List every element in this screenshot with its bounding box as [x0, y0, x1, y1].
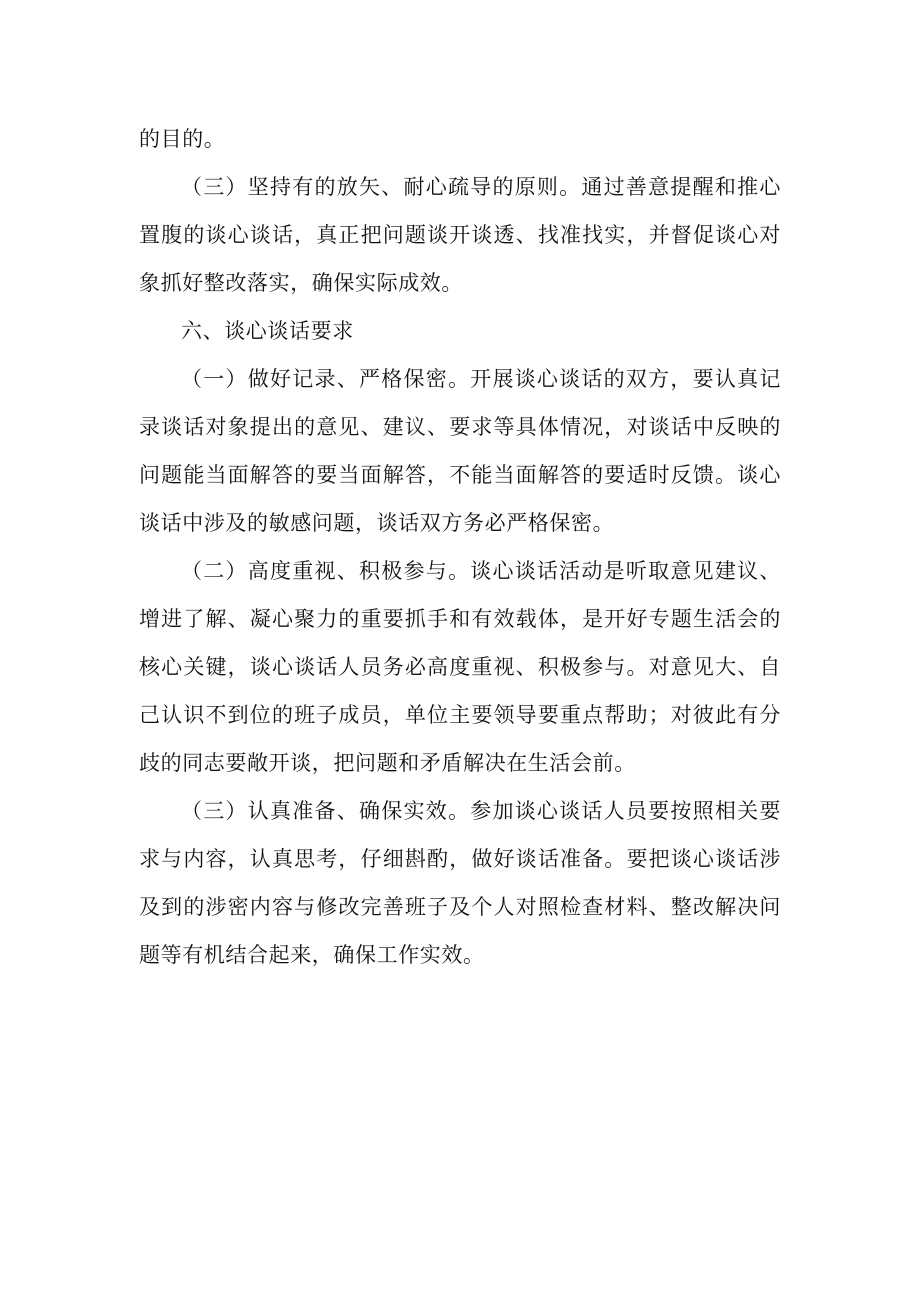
paragraph-requirement-three: （三）认真准备、确保实效。参加谈心谈话人员要按照相关要求与内容，认真思考，仔细斟酌，做好谈话准备。要把谈心谈话涉及到的涉密内容与修改完善班子及个人对照检查材料、整改解决问题等有机结合起来，确保工作实效。	[139, 799, 781, 967]
section-heading-six: 六、谈心谈话要求	[181, 319, 354, 343]
paragraph-continuation: 的目的。	[139, 127, 226, 151]
paragraph-requirement-two: （二）高度重视、积极参与。谈心谈话活动是听取意见建议、增进了解、凝心聚力的重要抓手和有效载体，是开好专题生活会的核心关键，谈心谈话人员务必高度重视、积极参与。对意见大、自己认识不到位的班子成员，单位主要领导要重点帮助；对彼此有分歧的同志要敞开谈，把问题和矛盾解决在生活会前。	[139, 559, 781, 775]
paragraph-requirement-one: （一）做好记录、严格保密。开展谈心谈话的双方，要认真记录谈话对象提出的意见、建议、要求等具体情况，对谈话中反映的问题能当面解答的要当面解答，不能当面解答的要适时反馈。谈心谈话中涉及的敏感问题，谈话双方务必严格保密。	[139, 367, 781, 535]
paragraph-principle-three: （三）坚持有的放矢、耐心疏导的原则。通过善意提醒和推心置腹的谈心谈话，真正把问题谈开谈透、找准找实，并督促谈心对象抓好整改落实，确保实际成效。	[139, 175, 781, 295]
